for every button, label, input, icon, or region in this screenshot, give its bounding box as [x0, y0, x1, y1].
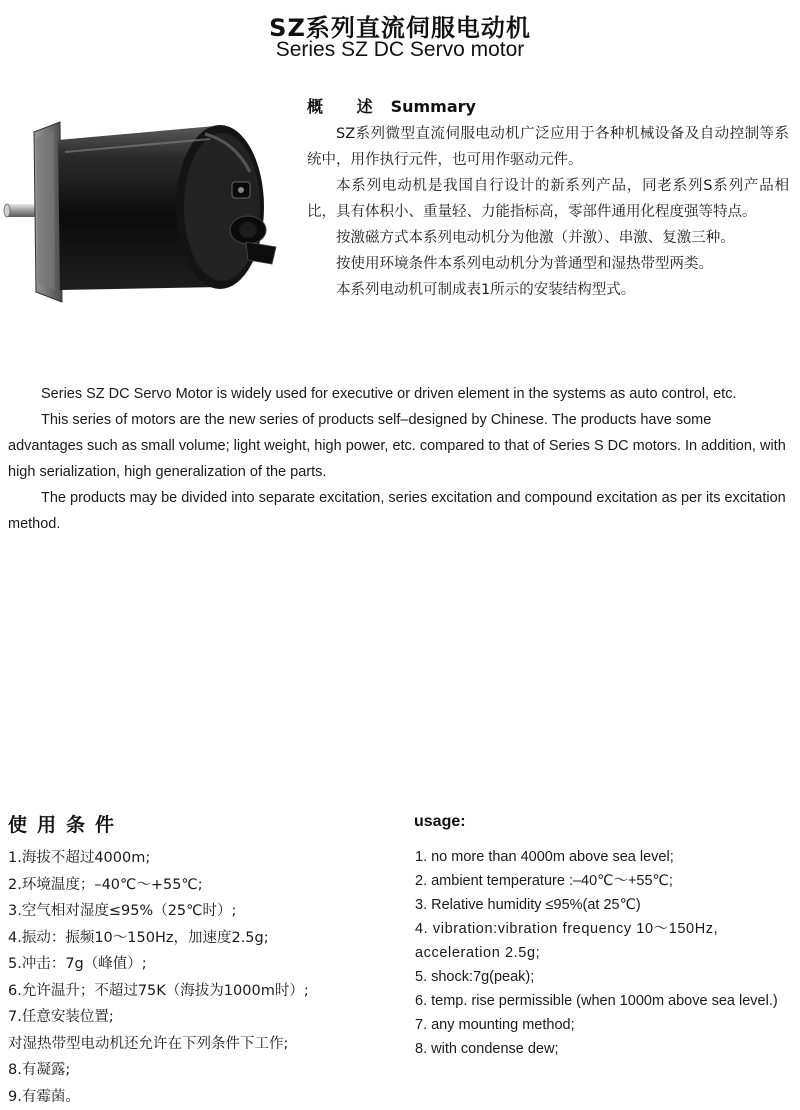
summary-en-paragraph: Series SZ DC Servo Motor is widely used for executive or driven element in the systems as auto control, etc. — [41, 386, 737, 402]
list-item: 6.允许温升；不超过75K（海拔为1000m时）; — [8, 982, 309, 999]
list-item: 5.冲击：7g（峰值）; — [8, 956, 147, 972]
motor-photo — [0, 112, 292, 317]
list-item: 3.空气相对湿度≤95%（25℃时）; — [8, 903, 237, 919]
summary-en-paragraph: The products may be divided into separate excitation, series excitation and compound excitation as per its excitation method. — [8, 490, 786, 532]
summary-heading — [307, 94, 476, 117]
list-item: 2. ambient temperature :–40℃～+55℃; — [415, 873, 673, 889]
page-title-cn: SZ系列直流伺服电动机 — [269, 14, 531, 42]
summary-cn-text — [307, 121, 789, 303]
list-item: 6. temp. rise permissible (when 1000m above sea level.) — [415, 993, 778, 1009]
usage-list-cn — [8, 845, 398, 1110]
list-item: 5. shock:7g(peak); — [415, 969, 535, 985]
summary-paragraph: 本系列电动机可制成表1所示的安装结构型式。 — [336, 282, 636, 298]
list-item: 8. with condense dew; — [415, 1041, 559, 1057]
summary-paragraph: 按激磁方式本系列电动机分为他激（并激）、串激、复激三种。 — [336, 230, 735, 246]
summary-heading-cn: 概 述 — [307, 97, 387, 116]
page-title-en: Series SZ DC Servo motor — [275, 38, 525, 61]
summary-paragraph: 本系列电动机是我国自行设计的新系列产品，同老系列S系列产品相比，具有体积小、重量轻、力能指标高，零部件通用化程度强等特点。 — [307, 178, 789, 220]
summary-en-text — [8, 381, 790, 537]
list-item: 4. vibration:vibration frequency 10～150Hz, acceleration 2.5g; — [415, 921, 719, 961]
summary-heading-en: Summary — [390, 97, 476, 116]
summary-paragraph: SZ系列微型直流伺服电动机广泛应用于各种机械设备及自动控制等系统中，用作执行元件，也可用作驱动元件。 — [307, 126, 789, 168]
list-item: 8.有凝露; — [8, 1062, 71, 1078]
summary-en-paragraph: This series of motors are the new series of products self–designed by Chinese. The products have some advantages such as small volume; light weight, high power, etc. compared to that of Series S DC motors. In addition, with high serialization, high generalization of the parts. — [8, 412, 786, 480]
summary-paragraph: 按使用环境条件本系列电动机分为普通型和湿热带型两类。 — [336, 256, 713, 272]
list-item: 1. no more than 4000m above sea level; — [415, 849, 674, 865]
usage-heading-en: usage: — [414, 813, 466, 830]
list-item: 4.振动：振频10～150Hz，加速度2.5g; — [8, 929, 269, 946]
usage-heading-cn: 使用条件 — [8, 814, 125, 836]
list-item: 7.任意安装位置; — [8, 1009, 114, 1025]
list-item: 2.环境温度；–40℃～+55℃; — [8, 876, 203, 893]
list-item: 9.有霉菌。 — [8, 1088, 80, 1105]
list-item: 对湿热带型电动机还允许在下列条件下工作; — [8, 1035, 289, 1052]
list-item: 1.海拔不超过4000m; — [8, 850, 151, 866]
usage-list-en — [415, 845, 790, 1061]
list-item: 7. any mounting method; — [415, 1017, 575, 1033]
list-item: 3. Relative humidity ≤95%(at 25℃) — [415, 897, 641, 913]
